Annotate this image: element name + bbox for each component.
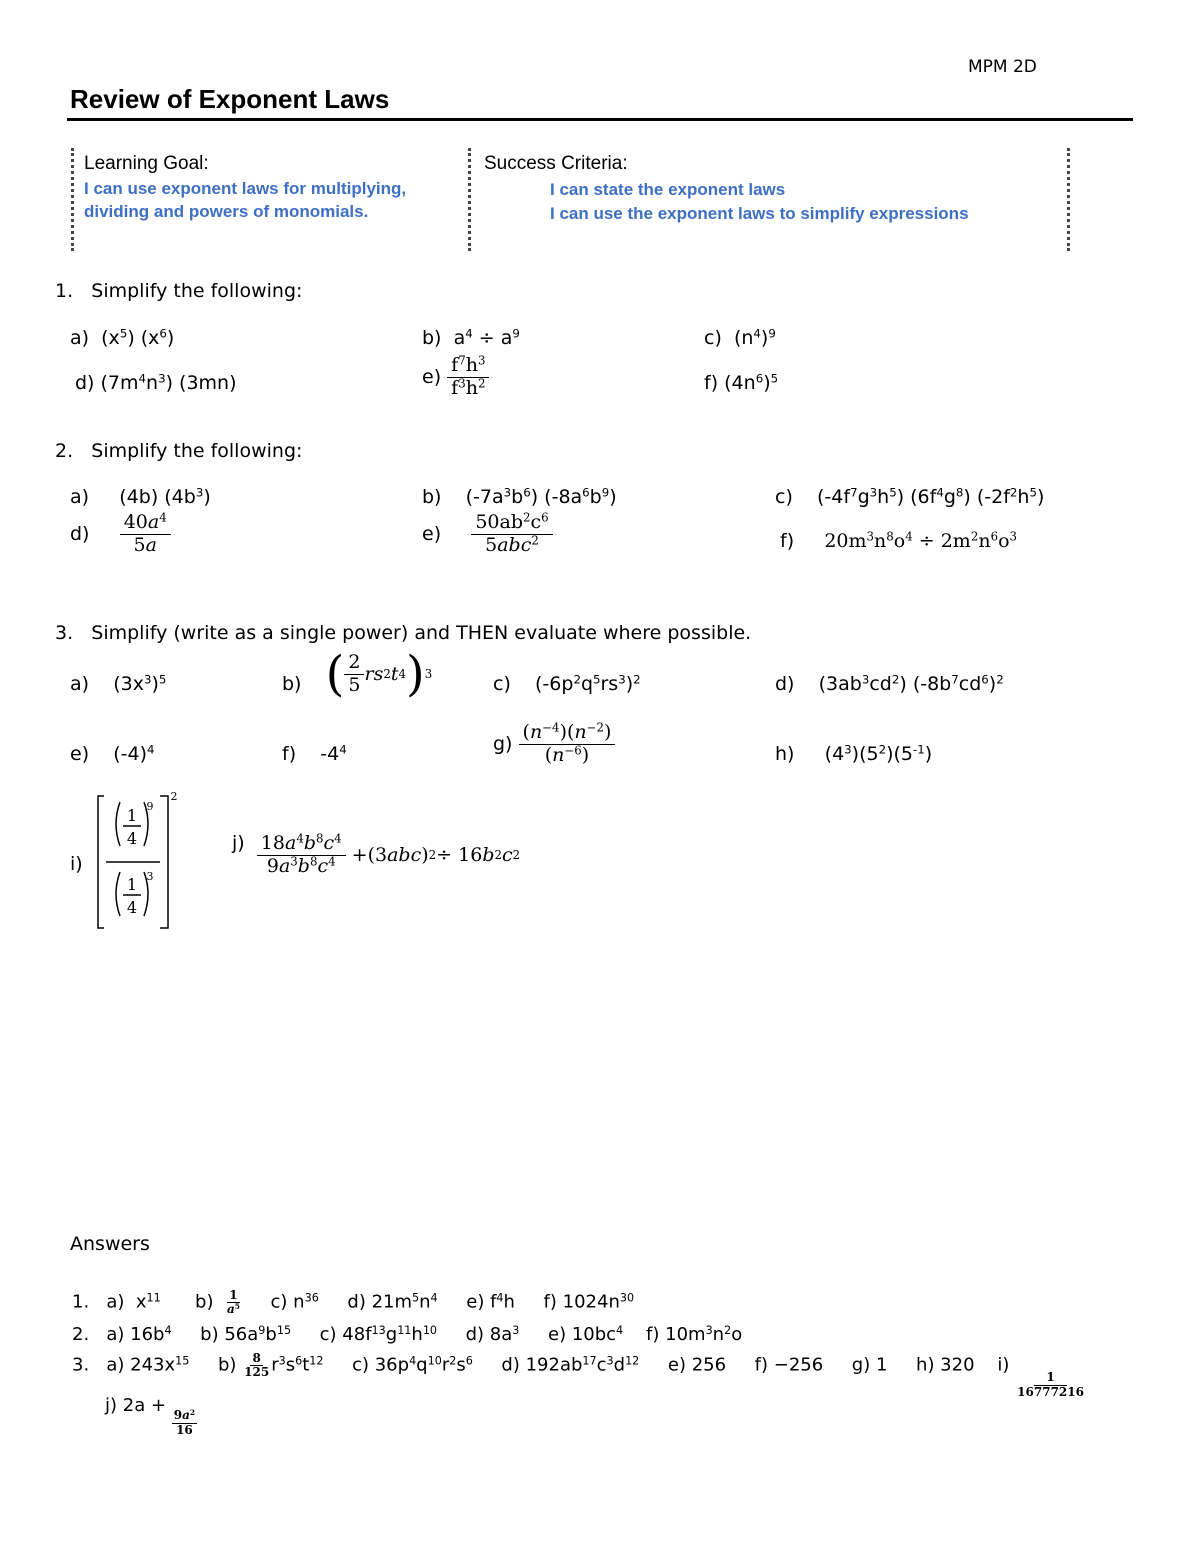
- q2-f: f) $20m^3n^8o^4 \div 2m^2n^6o^3$: [780, 529, 1018, 552]
- course-code: MPM 2D: [968, 57, 1037, 77]
- q2-d: d) $\frac{40a^4}{5a}$: [70, 512, 171, 557]
- answers-heading: Answers: [70, 1233, 150, 1255]
- q1-d: d) $(7m^4n^3)$ (3mn): [75, 371, 237, 394]
- q3-h: h) $(4^3)(5^2)(5^{-1})$: [775, 742, 933, 765]
- q1-e: e) $\frac{f^7h^3}{f^3h^2}$: [422, 355, 489, 400]
- q2-b: b) $(-7a^3b^6)$ $(-8a^6b^9)$: [422, 485, 617, 508]
- success-criteria-item-1: I can state the exponent laws: [550, 180, 786, 199]
- learning-goal-heading: Learning Goal:: [84, 153, 209, 174]
- q1-a: a) $(x^5)$ $(x^6)$: [70, 326, 175, 349]
- goal-box-divider: [468, 148, 471, 251]
- success-criteria-heading: Success Criteria:: [484, 153, 628, 174]
- question-1-prompt: 1. Simplify the following:: [55, 280, 303, 302]
- q3-c: c) $(-6p^2q^5rs^3)^2$: [493, 672, 641, 695]
- q3-i-label: i): [70, 853, 83, 875]
- q2-e: e) $\frac{50ab^2c^6}{5abc^2}$: [422, 512, 553, 557]
- svg-text:1: 1: [126, 875, 138, 894]
- svg-text:3: 3: [146, 870, 154, 883]
- svg-text:1: 1: [126, 806, 138, 825]
- answers-1: 1. a) $x^{11}$ b) $\frac{1}{a^5}$ c) $n^{36}$ d) $21m^5n^4$ e) $f^4h$ f) $1024n^{30}$: [72, 1288, 635, 1317]
- q3-f: f) $-4^4$: [282, 742, 347, 765]
- criteria-box-right-border: [1067, 148, 1070, 251]
- q3-j: j) $\frac{18a^4b^8c^4}{9a^3b^8c^4}$ +(3 abc ) 2 ÷ 16 b 2 c 2: [232, 831, 521, 877]
- q3-b: b) ( $\frac{2}{5}$ rs 2 t 4 ) 3: [282, 646, 433, 702]
- svg-text:9: 9: [146, 800, 154, 813]
- q2-a: a) (4b) $(4b^3)$: [70, 485, 211, 508]
- goal-box-left-border: [71, 148, 74, 251]
- learning-goal-line1: I can use exponent laws for multiplying,: [84, 179, 407, 198]
- q3-a: a) $(3x^3)^5$: [70, 672, 167, 695]
- answers-3: 3. a) $243x^{15}$ b) $\frac{8}{125}$ $r^3s^6t^{12}$ c) $36p^4q^{10}r^2s^6$ d) $192ab^{17}c^3d^{12}$ e) 256 f) −256 g) 1 h) 320 i) $\frac{1}{16777216}$: [72, 1351, 1084, 1399]
- q3-e: e) $(-4)^4$: [70, 742, 155, 765]
- answers-3-j: j) 2a + $\frac{9a^2}{16}$: [105, 1395, 196, 1437]
- question-2-prompt: 2. Simplify the following:: [55, 440, 303, 462]
- q1-c: c) $(n^4)^9$: [704, 326, 776, 349]
- q3-i-expression: [92, 790, 192, 935]
- q1-b: b) $a^4 \div a^9$: [422, 326, 520, 349]
- answers-2: 2. a) $16b^4$ b) $56a^9b^{15}$ c) $48f^{13}g^{11}h^{10}$ d) $8a^3$ e) $10bc^4$ f) $10m^3n^2o$: [72, 1323, 743, 1345]
- q3-g: g) $\frac{(n^{-4})(n^{-2})}{(n^{-6})}$: [493, 722, 615, 767]
- title-underline: [67, 118, 1133, 121]
- svg-text:4: 4: [126, 898, 138, 917]
- svg-text:4: 4: [126, 829, 138, 848]
- success-criteria-item-2: I can use the exponent laws to simplify expressions: [550, 204, 969, 223]
- q2-c: c) $(-4f^7g^3h^5)$ $(6f^4g^8)$ $(-2f^2h^5)$: [775, 485, 1045, 508]
- question-3-prompt: 3. Simplify (write as a single power) and THEN evaluate where possible.: [55, 622, 752, 644]
- learning-goal-line2: dividing and powers of monomials.: [84, 202, 369, 221]
- page-title: Review of Exponent Laws: [70, 84, 390, 114]
- q1-f: f) $(4n^6)^5$: [704, 371, 779, 394]
- q3-d: d) $(3ab^3cd^2)$ $(-8b^7cd^6)^2$: [775, 672, 1004, 695]
- svg-text:2: 2: [170, 790, 178, 803]
